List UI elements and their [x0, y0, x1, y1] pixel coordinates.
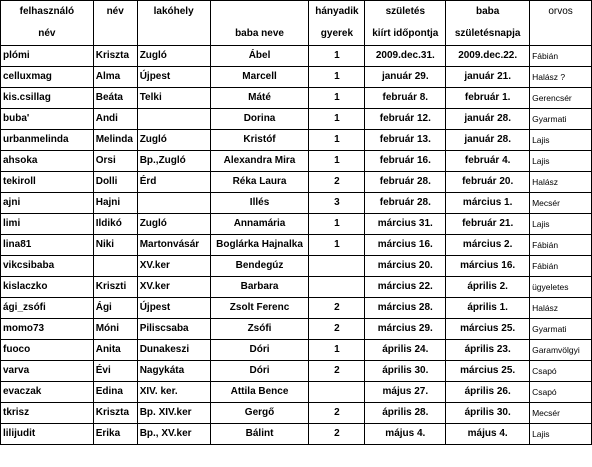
cell-due[interactable]: február 12.: [365, 109, 446, 130]
cell-nth[interactable]: 2: [309, 172, 365, 193]
header-user[interactable]: felhasználó: [1, 1, 94, 24]
cell-name[interactable]: Edina: [93, 382, 137, 403]
table-row: [1, 151, 592, 172]
header-city-2[interactable]: [137, 23, 210, 46]
cell-name[interactable]: Melinda: [93, 130, 137, 151]
cell-name[interactable]: Ildikó: [93, 214, 137, 235]
cell-doctor[interactable]: Lajis: [530, 214, 592, 235]
cell-due[interactable]: 2009.dec.31.: [365, 46, 446, 67]
cell-born[interactable]: április 2.: [446, 277, 530, 298]
header-due[interactable]: születés: [365, 1, 446, 24]
table-row: [1, 109, 592, 130]
cell-due[interactable]: április 24.: [365, 340, 446, 361]
cell-user[interactable]: ajni: [1, 193, 94, 214]
cell-city[interactable]: XV.ker: [137, 256, 210, 277]
cell-born[interactable]: február 1.: [446, 88, 530, 109]
cell-nth[interactable]: 2: [309, 319, 365, 340]
cell-nth[interactable]: [309, 277, 365, 298]
cell-due[interactable]: március 20.: [365, 256, 446, 277]
cell-baby-name[interactable]: Gergő: [210, 403, 309, 424]
cell-baby-name[interactable]: Annamária: [210, 214, 309, 235]
table-row: [1, 403, 592, 424]
cell-user[interactable]: limi: [1, 214, 94, 235]
cell-doctor[interactable]: Fábián: [530, 256, 592, 277]
header-row-bottom: [1, 23, 592, 46]
table-row: [1, 130, 592, 151]
cell-born[interactable]: március 25.: [446, 319, 530, 340]
table-row: [1, 256, 592, 277]
cell-due[interactable]: március 31.: [365, 214, 446, 235]
cell-baby-name[interactable]: Barbara: [210, 277, 309, 298]
cell-nth[interactable]: 2: [309, 424, 365, 445]
cell-name[interactable]: Móni: [93, 319, 137, 340]
cell-doctor[interactable]: Gyarmati: [530, 319, 592, 340]
cell-doctor[interactable]: Halász: [530, 172, 592, 193]
cell-born[interactable]: március 25.: [446, 361, 530, 382]
table-row: [1, 67, 592, 88]
cell-nth[interactable]: 1: [309, 109, 365, 130]
header-nth[interactable]: hányadik: [309, 1, 365, 24]
header-nth-2[interactable]: gyerek: [309, 23, 365, 46]
cell-born[interactable]: február 21.: [446, 214, 530, 235]
cell-city[interactable]: Bp. XIV.ker: [137, 403, 210, 424]
cell-born[interactable]: március 2.: [446, 235, 530, 256]
cell-baby-name[interactable]: Alexandra Mira: [210, 151, 309, 172]
cell-baby-name[interactable]: Dorina: [210, 109, 309, 130]
cell-born[interactable]: április 1.: [446, 298, 530, 319]
table-row: [1, 298, 592, 319]
cell-baby-name[interactable]: Máté: [210, 88, 309, 109]
cell-name[interactable]: Beáta: [93, 88, 137, 109]
table-body: [1, 46, 592, 445]
cell-baby-name[interactable]: Dóri: [210, 361, 309, 382]
cell-born[interactable]: január 28.: [446, 130, 530, 151]
cell-born[interactable]: április 26.: [446, 382, 530, 403]
cell-doctor[interactable]: Halász ?: [530, 67, 592, 88]
cell-due[interactable]: február 28.: [365, 193, 446, 214]
cell-user[interactable]: kis.csillag: [1, 88, 94, 109]
cell-doctor[interactable]: Lajis: [530, 130, 592, 151]
table-row: [1, 277, 592, 298]
cell-name[interactable]: Alma: [93, 67, 137, 88]
cell-city[interactable]: Zugló: [137, 130, 210, 151]
cell-born[interactable]: január 21.: [446, 67, 530, 88]
cell-nth[interactable]: 1: [309, 151, 365, 172]
cell-city[interactable]: Dunakeszi: [137, 340, 210, 361]
cell-name[interactable]: Anita: [93, 340, 137, 361]
table-row: [1, 88, 592, 109]
header-born[interactable]: baba: [446, 1, 530, 24]
cell-doctor[interactable]: Lajis: [530, 151, 592, 172]
header-name-2[interactable]: [93, 23, 137, 46]
cell-due[interactable]: március 28.: [365, 298, 446, 319]
cell-due[interactable]: április 28.: [365, 403, 446, 424]
cell-born[interactable]: március 1.: [446, 193, 530, 214]
cell-user[interactable]: ahsoka: [1, 151, 94, 172]
cell-baby-name[interactable]: Zsófi: [210, 319, 309, 340]
cell-doctor[interactable]: Csapó: [530, 382, 592, 403]
cell-doctor[interactable]: Csapó: [530, 361, 592, 382]
cell-due[interactable]: február 8.: [365, 88, 446, 109]
header-born-2[interactable]: születésnapja: [446, 23, 530, 46]
cell-name[interactable]: Kriszta: [93, 46, 137, 67]
cell-due[interactable]: május 27.: [365, 382, 446, 403]
cell-city[interactable]: Piliscsaba: [137, 319, 210, 340]
cell-baby-name[interactable]: Illés: [210, 193, 309, 214]
cell-user[interactable]: tekiroll: [1, 172, 94, 193]
header-city[interactable]: lakóhely: [137, 1, 210, 24]
cell-doctor[interactable]: Gerencsér: [530, 88, 592, 109]
cell-nth[interactable]: 1: [309, 46, 365, 67]
cell-city[interactable]: Zugló: [137, 46, 210, 67]
cell-user[interactable]: lina81: [1, 235, 94, 256]
cell-baby-name[interactable]: Réka Laura: [210, 172, 309, 193]
cell-name[interactable]: Erika: [93, 424, 137, 445]
cell-user[interactable]: kislaczko: [1, 277, 94, 298]
cell-born[interactable]: május 4.: [446, 424, 530, 445]
cell-city[interactable]: Telki: [137, 88, 210, 109]
cell-doctor[interactable]: ügyeletes: [530, 277, 592, 298]
cell-city[interactable]: Újpest: [137, 298, 210, 319]
cell-name[interactable]: [93, 256, 137, 277]
cell-user[interactable]: celluxmag: [1, 67, 94, 88]
cell-due[interactable]: március 16.: [365, 235, 446, 256]
cell-city[interactable]: XV.ker: [137, 277, 210, 298]
table-row: [1, 193, 592, 214]
table-row: [1, 319, 592, 340]
cell-nth[interactable]: 2: [309, 298, 365, 319]
cell-city[interactable]: Nagykáta: [137, 361, 210, 382]
cell-baby-name[interactable]: Bendegúz: [210, 256, 309, 277]
cell-city[interactable]: Bp.,Zugló: [137, 151, 210, 172]
cell-baby-name[interactable]: Boglárka Hajnalka: [210, 235, 309, 256]
cell-city[interactable]: Zugló: [137, 214, 210, 235]
cell-user[interactable]: lilijudit: [1, 424, 94, 445]
cell-baby-name[interactable]: Bálint: [210, 424, 309, 445]
header-name[interactable]: név: [93, 1, 137, 24]
cell-nth[interactable]: 1: [309, 235, 365, 256]
cell-due[interactable]: március 22.: [365, 277, 446, 298]
table-row: [1, 340, 592, 361]
cell-baby-name[interactable]: Ábel: [210, 46, 309, 67]
cell-doctor[interactable]: Fábián: [530, 235, 592, 256]
header-row-top: [1, 1, 592, 24]
cell-city[interactable]: Érd: [137, 172, 210, 193]
cell-doctor[interactable]: Mecsér: [530, 403, 592, 424]
cell-city[interactable]: Martonvásár: [137, 235, 210, 256]
table-row: [1, 46, 592, 67]
cell-nth[interactable]: [309, 382, 365, 403]
cell-doctor[interactable]: Garamvölgyi: [530, 340, 592, 361]
cell-name[interactable]: Orsi: [93, 151, 137, 172]
cell-name[interactable]: Andi: [93, 109, 137, 130]
cell-born[interactable]: január 28.: [446, 109, 530, 130]
table-row: [1, 382, 592, 403]
cell-doctor[interactable]: Lajis: [530, 424, 592, 445]
cell-baby-name[interactable]: Kristóf: [210, 130, 309, 151]
cell-user[interactable]: momo73: [1, 319, 94, 340]
cell-nth[interactable]: 1: [309, 67, 365, 88]
cell-user[interactable]: buba': [1, 109, 94, 130]
header-doctor[interactable]: orvos: [530, 1, 592, 24]
cell-nth[interactable]: 1: [309, 214, 365, 235]
cell-name[interactable]: Évi: [93, 361, 137, 382]
cell-nth[interactable]: 2: [309, 361, 365, 382]
cell-name[interactable]: Niki: [93, 235, 137, 256]
cell-nth[interactable]: 1: [309, 340, 365, 361]
table-row: [1, 424, 592, 445]
cell-baby-name[interactable]: Zsolt Ferenc: [210, 298, 309, 319]
cell-nth[interactable]: 1: [309, 88, 365, 109]
cell-user[interactable]: urbanmelinda: [1, 130, 94, 151]
table-row: [1, 172, 592, 193]
table-row: [1, 235, 592, 256]
cell-doctor[interactable]: Mecsér: [530, 193, 592, 214]
cell-due[interactable]: január 29.: [365, 67, 446, 88]
cell-baby-name[interactable]: Dóri: [210, 340, 309, 361]
cell-city[interactable]: [137, 193, 210, 214]
cell-name[interactable]: Kriszti: [93, 277, 137, 298]
cell-name[interactable]: Kriszta: [93, 403, 137, 424]
cell-user[interactable]: varva: [1, 361, 94, 382]
cell-user[interactable]: vikcsibaba: [1, 256, 94, 277]
cell-user[interactable]: plómi: [1, 46, 94, 67]
table-row: [1, 214, 592, 235]
cell-born[interactable]: április 23.: [446, 340, 530, 361]
cell-born[interactable]: 2009.dec.22.: [446, 46, 530, 67]
cell-nth[interactable]: [309, 256, 365, 277]
cell-name[interactable]: Dolli: [93, 172, 137, 193]
cell-city[interactable]: XIV. ker.: [137, 382, 210, 403]
cell-user[interactable]: tkrisz: [1, 403, 94, 424]
cell-name[interactable]: Ági: [93, 298, 137, 319]
cell-born[interactable]: március 16.: [446, 256, 530, 277]
cell-user[interactable]: evaczak: [1, 382, 94, 403]
cell-city[interactable]: Bp., XV.ker: [137, 424, 210, 445]
cell-due[interactable]: május 4.: [365, 424, 446, 445]
cell-due[interactable]: április 30.: [365, 361, 446, 382]
cell-user[interactable]: fuoco: [1, 340, 94, 361]
header-user-2[interactable]: név: [1, 23, 94, 46]
cell-user[interactable]: ági_zsófi: [1, 298, 94, 319]
cell-nth[interactable]: 3: [309, 193, 365, 214]
cell-baby-name[interactable]: Attila Bence: [210, 382, 309, 403]
cell-due[interactable]: február 13.: [365, 130, 446, 151]
cell-born[interactable]: február 20.: [446, 172, 530, 193]
header-doctor-2[interactable]: [530, 23, 592, 46]
cell-nth[interactable]: 1: [309, 130, 365, 151]
cell-doctor[interactable]: Fábián: [530, 46, 592, 67]
cell-baby-name[interactable]: Marcell: [210, 67, 309, 88]
cell-name[interactable]: Hajni: [93, 193, 137, 214]
header-baby-name-top[interactable]: [210, 1, 309, 24]
cell-born[interactable]: április 30.: [446, 403, 530, 424]
cell-city[interactable]: [137, 109, 210, 130]
cell-due[interactable]: március 29.: [365, 319, 446, 340]
cell-doctor[interactable]: Gyarmati: [530, 109, 592, 130]
cell-due[interactable]: február 16.: [365, 151, 446, 172]
header-baby-name[interactable]: baba neve: [210, 23, 309, 46]
cell-nth[interactable]: 2: [309, 403, 365, 424]
cell-due[interactable]: február 28.: [365, 172, 446, 193]
table-row: [1, 361, 592, 382]
cell-doctor[interactable]: Halász: [530, 298, 592, 319]
cell-born[interactable]: február 4.: [446, 151, 530, 172]
header-due-2[interactable]: kiírt időpontja: [365, 23, 446, 46]
cell-city[interactable]: Újpest: [137, 67, 210, 88]
